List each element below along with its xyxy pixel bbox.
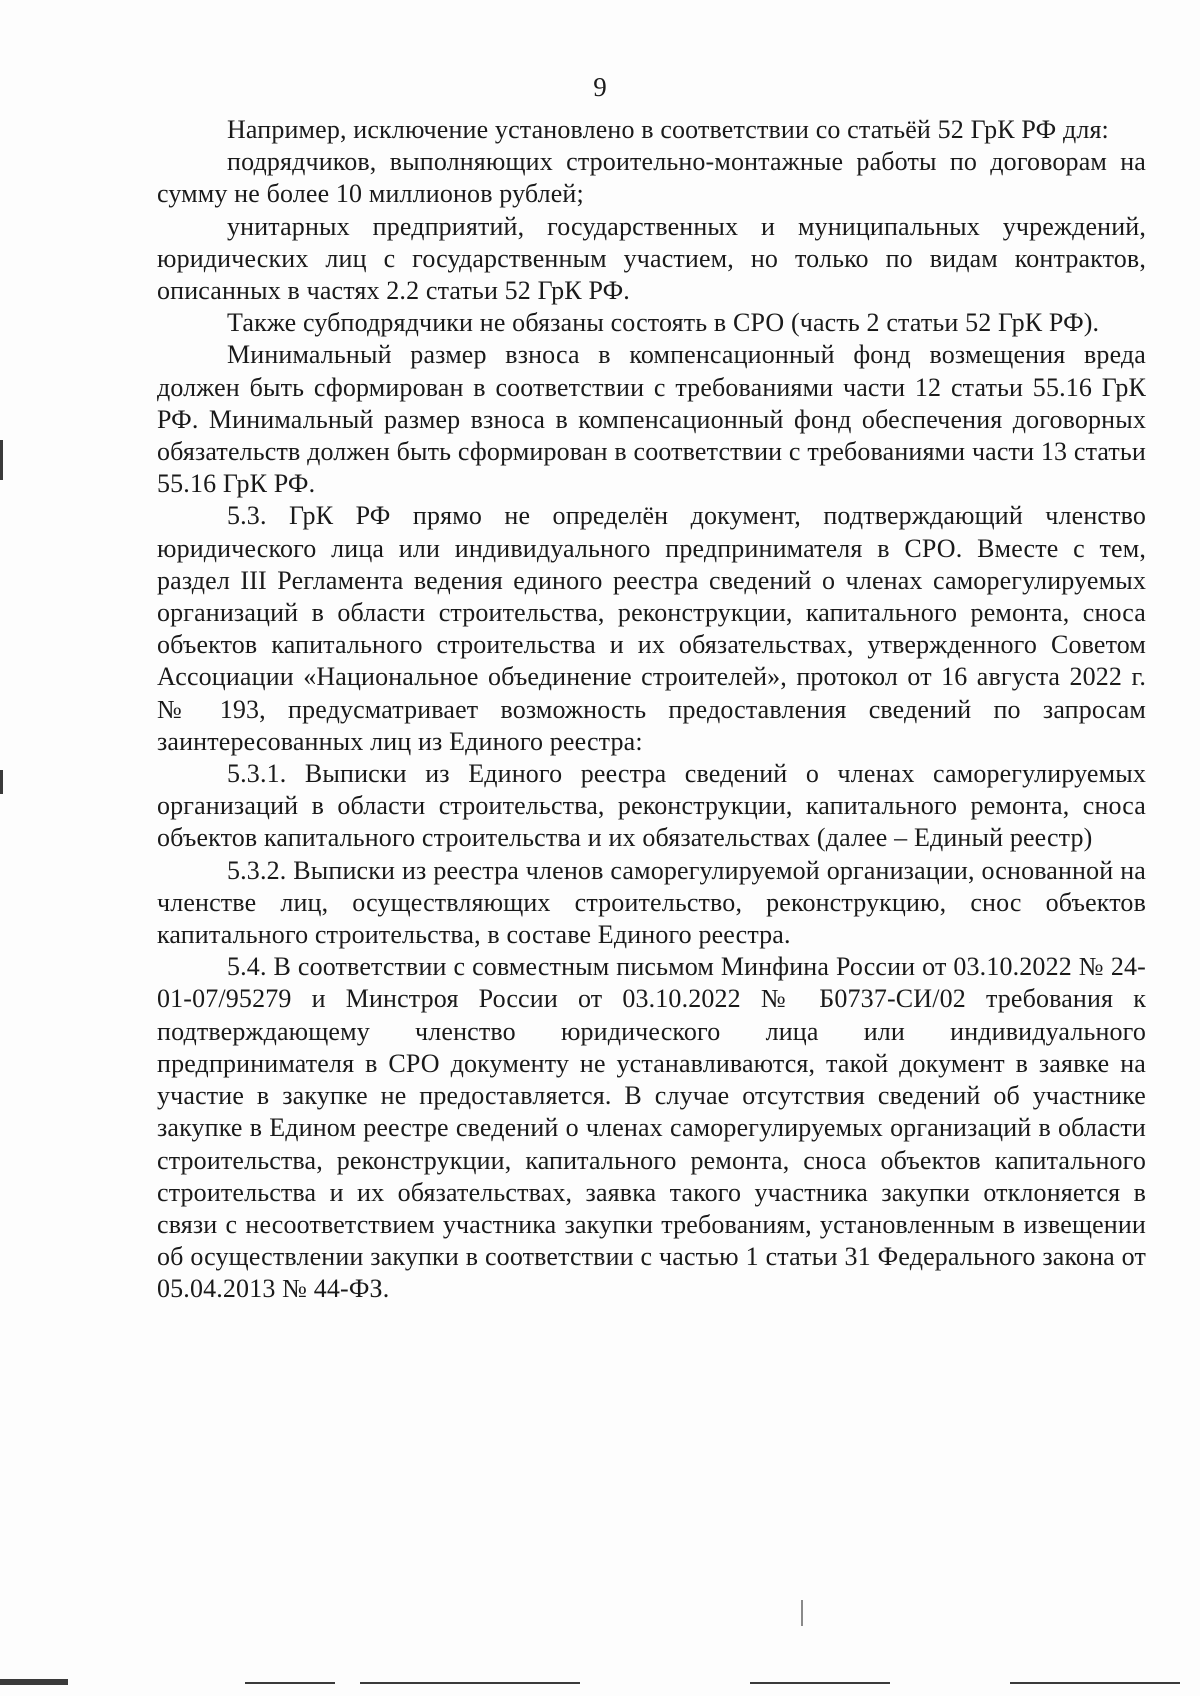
paragraph-subcontractors: Также субподрядчики не обязаны состоять в СРО (часть 2 статьи 52 ГрК РФ). [227, 308, 1100, 338]
scan-artifact-bottom-line [1010, 1682, 1180, 1684]
paragraph-5-3-2: 5.3.2. Выписки из реестра членов саморегулируемой организации, основанной на членстве лиц, осуществляющих строительство, реконструкцию, снос объектов капитального строительства, в составе Единого реестра. [157, 855, 1146, 950]
scan-artifact-left-top [0, 440, 3, 480]
page-number: 9 [593, 72, 607, 102]
scan-artifact-mark [801, 1600, 803, 1626]
paragraph-contractors: подрядчиков, выполняющих строительно-монтажные работы по договорам на сумму не более 10 миллионов рублей; [157, 147, 1146, 209]
scan-artifact-left-middle [0, 770, 3, 794]
scan-artifact-bottom-line [360, 1682, 580, 1684]
scan-artifact-bottom-line [245, 1682, 335, 1684]
paragraph-unitary-enterprises: унитарных предприятий, государственных и муниципальных учреждений, юридических лиц с государственным участием, но только по видам контрактов, описанных в частях 2.2 статьи 52 ГрК РФ. [157, 211, 1146, 306]
paragraph-5-3-1: 5.3.1. Выписки из Единого реестра сведений о членах саморегулируемых организаций в области строительства, реконструкции, капитального ремонта, сноса объектов капитального строительства и их обязательствах (далее – Единый реестр) [157, 759, 1146, 853]
paragraph-exception-intro: Например, исключение установлено в соответствии со статьёй 52 ГрК РФ для: [227, 115, 1109, 144]
paragraph-compensation-fund: Минимальный размер взноса в компенсационный фонд возмещения вреда должен быть сформирован в соответствии с требованиями части 12 статьи 55.16 ГрК РФ. Минимальный размер взноса в компенсационный фонд обеспечения договорных обязательств должен быть сформирован в соответствии с требованиями части 13 статьи 55.16 ГрК РФ. [157, 340, 1146, 499]
scan-artifact-bottom-left [0, 1679, 68, 1685]
paragraph-5-4: 5.4. В соответствии с совместным письмом Минфина России от 03.10.2022 № 24-01-07/95279 и Минстроя России от 03.10.2022 № Б0737-СИ/02 требования к подтверждающему членство юридического лица или индивидуального предпринимателя в СРО документу не устанавливаются, такой документ в заявке на участие в закупке не предоставляется. В случае отсутствия сведений об участнике закупке в Едином реестре сведений о членах саморегулируемых организаций в области строительства, реконструкции, капитального ремонта, сноса объектов капитального строительства и их обязательствах, заявка такого участника закупки отклоняется в связи с несоответствием участника закупки требованиям, установленным в извещении об осуществлении закупки в соответствии с частью 1 статьи 31 Федерального закона от 05.04.2013 № 44-ФЗ. [157, 952, 1146, 1304]
document-body [157, 114, 1146, 1306]
paragraph-5-3: 5.3. ГрК РФ прямо не определён документ, подтверждающий членство юридического лица или индивидуального предпринимателя в СРО. Вместе с тем, раздел III Регламента ведения единого реестра сведений о членах саморегулируемых организаций в области строительства, реконструкции, капитального ремонта, сноса объектов капитального строительства и их обязательствах, утвержденного Советом Ассоциации «Национальное объединение строителей», протокол от 16 августа 2022 г. № 193, предусматривает возможность предоставления сведений по запросам заинтересованных лиц из Единого реестра: [157, 501, 1146, 756]
scan-artifact-bottom-line [750, 1682, 890, 1684]
